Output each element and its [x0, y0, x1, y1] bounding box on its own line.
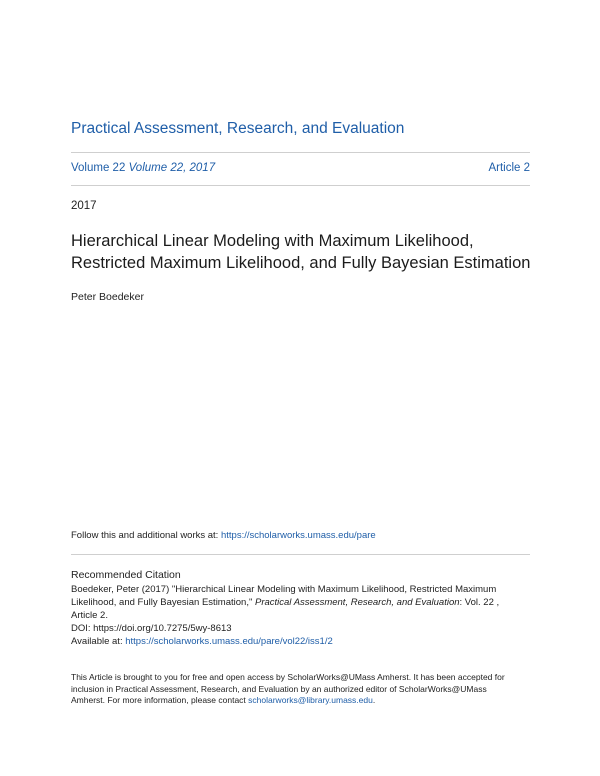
pare-collection-link[interactable]: https://scholarworks.umass.edu/pare: [220, 530, 376, 541]
citation-journal-name: Practical Assessment, Research, and Evaluation: [254, 597, 460, 608]
contact-email-link[interactable]: scholarworks@library.umass.edu: [248, 695, 373, 705]
publication-year: 2017: [71, 200, 97, 212]
article-permalink[interactable]: https://scholarworks.umass.edu/pare/vol22/iss1/2: [125, 636, 333, 647]
volume-divider: [71, 185, 530, 186]
access-notice-line-2: inclusion in Practical Assessment, Research, and Evaluation by an authorized editor of ScholarWorks@UMass: [71, 683, 487, 694]
access-notice-line-1: This Article is brought to you for free and open access by ScholarWorks@UMass Amherst. It has been accepted for: [71, 672, 505, 682]
volume-link[interactable]: Volume 22: [71, 162, 126, 174]
issue-link[interactable]: Volume 22, 2017: [128, 162, 216, 174]
citation-available-at: [71, 635, 541, 648]
citation-block: [71, 583, 541, 648]
follow-works-line: [71, 530, 376, 541]
access-notice-period: .: [372, 695, 376, 705]
author-name: Peter Boedeker: [71, 291, 144, 303]
citation-line-3: Article 2.: [71, 610, 108, 621]
recommended-citation-heading: Recommended Citation: [71, 569, 181, 581]
citation-line-2-text: Likelihood, and Fully Bayesian Estimation,": [71, 597, 255, 608]
article-title-line-2: Restricted Maximum Likelihood, and Fully Bayesian Estimation: [71, 254, 531, 272]
follow-works-text: Follow this and additional works at:: [71, 530, 221, 541]
citation-divider: [71, 554, 530, 555]
article-title-line-1: Hierarchical Linear Modeling with Maximum Likelihood,: [71, 232, 474, 250]
citation-volume-text: : Vol. 22 ,: [459, 597, 500, 608]
available-at-label: Available at:: [71, 636, 126, 647]
top-divider: [71, 152, 530, 153]
article-title: [71, 230, 541, 274]
access-notice: [71, 672, 541, 707]
journal-title-link[interactable]: Practical Assessment, Research, and Evaluation: [71, 120, 405, 137]
article-number-link[interactable]: Article 2: [488, 162, 530, 174]
citation-line-1: Boedeker, Peter (2017) "Hierarchical Linear Modeling with Maximum Likelihood, Restricted Maximum: [71, 584, 497, 595]
citation-doi: DOI: https://doi.org/10.7275/5wy-8613: [71, 623, 232, 634]
volume-row: [71, 162, 530, 174]
citation-line-2: [71, 596, 541, 609]
access-notice-line-3: [71, 695, 541, 707]
access-notice-line-3-text: Amherst. For more information, please contact: [71, 695, 249, 705]
